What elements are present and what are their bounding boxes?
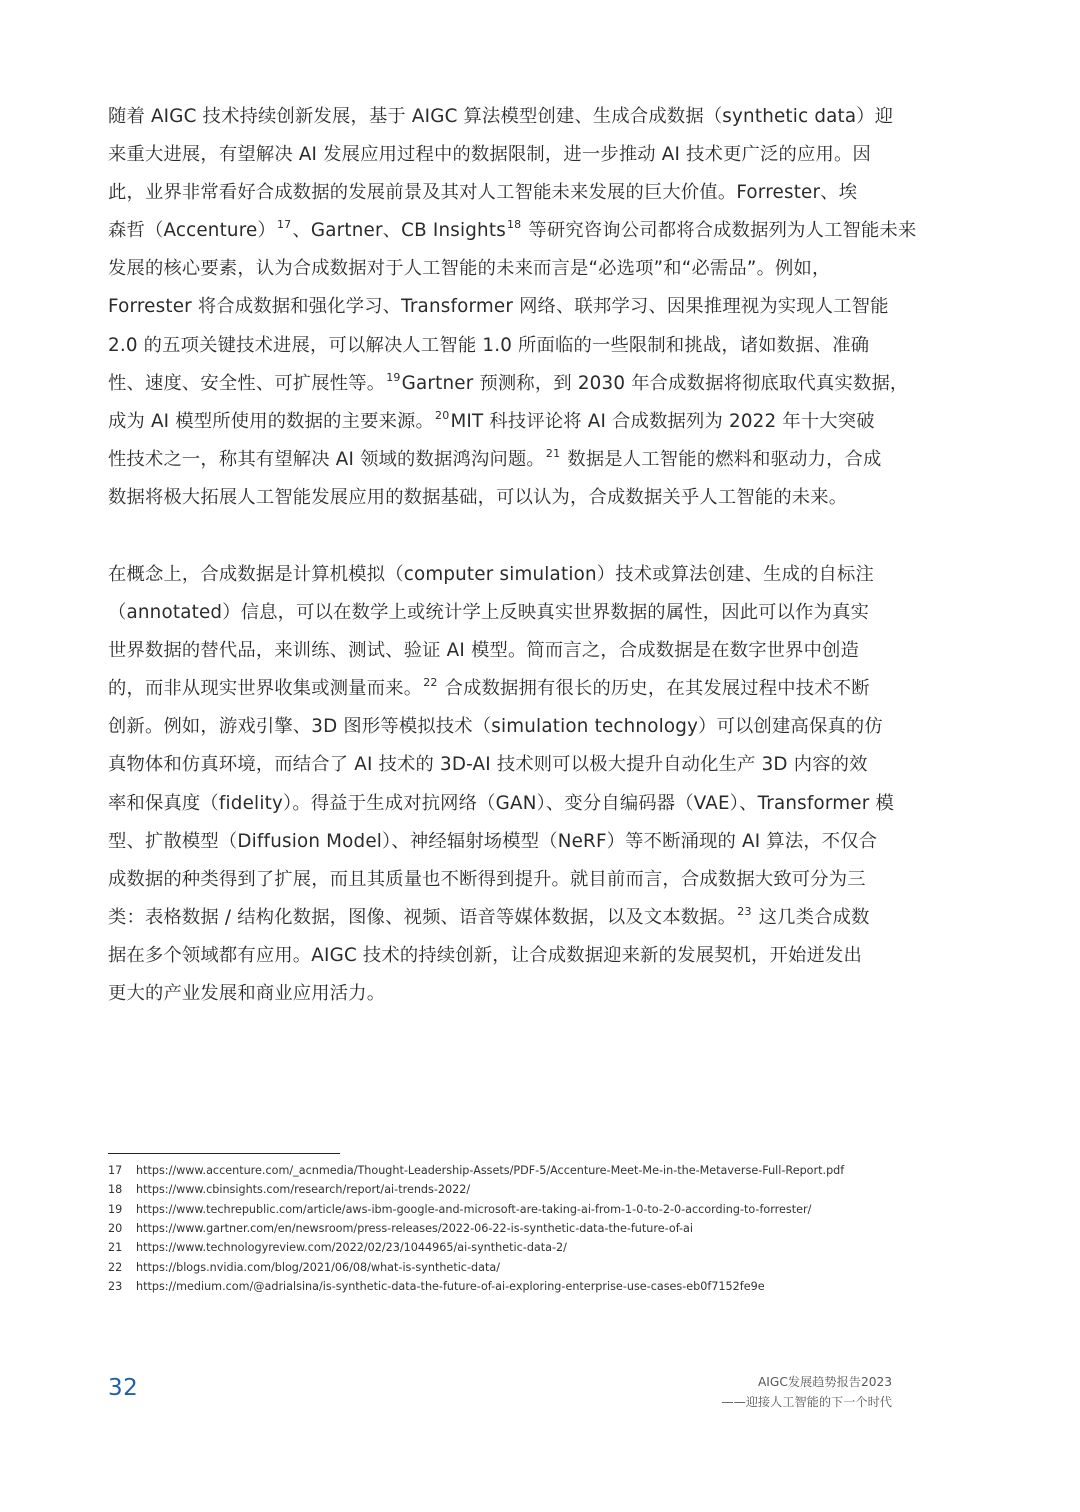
text-line <box>108 670 893 708</box>
text-segment: 类：表格数据 / 结构化数据，图像、视频、语音等媒体数据，以及文本数据。 <box>108 906 737 928</box>
text-line <box>108 403 893 441</box>
text-segment: 、Gartner、CB Insights <box>292 220 506 242</box>
footnotes-list <box>108 1161 868 1296</box>
text-segment: 真物体和仿真环境，而结合了 AI 技术的 3D-AI 技术则可以极大提升自动化生产 3D 内容的效 <box>108 754 868 776</box>
text-segment: 世界数据的替代品，来训练、测试、验证 AI 模型。简而言之，合成数据是在数字世界中创造 <box>108 640 860 662</box>
footnote-item <box>108 1200 868 1219</box>
footnote-number: 19 <box>108 1202 123 1216</box>
text-line <box>108 785 893 823</box>
text-line <box>108 365 909 403</box>
footnote-marker: 18 <box>506 218 522 232</box>
text-segment: 此，业界非常看好合成数据的发展前景及其对人工智能未来发展的巨大价值。Forrester、埃 <box>108 182 858 204</box>
footnote-number: 17 <box>108 1164 123 1178</box>
text-segment: 数据将极大拓展人工智能发展应用的数据基础，可以认为，合成数据关乎人工智能的未来。 <box>108 486 848 508</box>
text-line <box>108 327 893 365</box>
running-footer <box>721 1372 892 1412</box>
footnote-link[interactable]: https://www.techrepublic.com/article/aws-ibm-google-and-microsoft-are-taking-ai-from-1-0-to-2-0-according-to-forrester/ <box>136 1202 812 1216</box>
footnote-link[interactable]: https://medium.com/@adrialsina/is-synthetic-data-the-future-of-ai-exploring-enterprise-use-cases-eb0f7152fe9e <box>136 1279 765 1293</box>
text-segment: 据在多个领域都有应用。AIGC 技术的持续创新，让合成数据迎来新的发展契机，开始迸发出 <box>108 944 862 966</box>
footnote-marker: 21 <box>545 446 561 460</box>
footnote-item <box>108 1277 868 1296</box>
text-segment: 来重大进展，有望解决 AI 发展应用过程中的数据限制，进一步推动 AI 技术更广泛的应用。因 <box>108 144 871 166</box>
footnote-number: 21 <box>108 1241 123 1255</box>
text-line <box>108 174 893 212</box>
text-line <box>108 708 893 746</box>
footnote-item <box>108 1219 868 1238</box>
text-segment: 型、扩散模型（Diffusion Model）、神经辐射场模型（NeRF）等不断涌现的 AI 算法，不仅合 <box>108 830 878 852</box>
text-segment: 成为 AI 模型所使用的数据的主要来源。 <box>108 410 435 432</box>
footnote-marker: 23 <box>737 904 752 918</box>
text-segment: 合成数据拥有很长的历史，在其发展过程中技术不断 <box>438 678 870 700</box>
text-segment: 成数据的种类得到了扩展，而且其质量也不断得到提升。就目前而言，合成数据大致可分为三 <box>108 868 866 890</box>
text-segment: 性技术之一，称其有望解决 AI 领域的数据鸿沟问题。 <box>108 448 545 470</box>
text-segment: （annotated）信息，可以在数学上或统计学上反映真实世界数据的属性，因此可以作为真实 <box>108 602 870 624</box>
text-segment: 发展的核心要素，认为合成数据对于人工智能的未来而言是“必选项”和“必需品”。例如， <box>108 258 831 280</box>
report-subtitle: ——迎接人工智能的下一个时代 <box>721 1395 892 1409</box>
text-segment: 数据是人工智能的燃料和驱动力，合成 <box>561 448 882 470</box>
footnote-number: 20 <box>108 1222 123 1236</box>
text-segment: Gartner 预测称，到 2030 年合成数据将彻底取代真实数据， <box>401 372 909 394</box>
footnote-marker: 17 <box>276 218 292 232</box>
text-line <box>108 136 893 174</box>
text-segment: 性、速度、安全性、可扩展性等。 <box>108 372 386 394</box>
text-line <box>108 746 893 784</box>
text-line <box>108 937 893 975</box>
footnote-number: 22 <box>108 1260 123 1274</box>
text-line <box>108 441 893 479</box>
footnote-item <box>108 1257 868 1276</box>
text-segment: MIT 科技评论将 AI 合成数据列为 2022 年十大突破 <box>450 410 875 432</box>
text-line <box>108 632 893 670</box>
footnote-link[interactable]: https://www.accenture.com/_acnmedia/Thought-Leadership-Assets/PDF-5/Accenture-Meet-Me-in-the-Metaverse-Full-Report.pdf <box>136 1164 845 1178</box>
footnote-link[interactable]: https://www.cbinsights.com/research/report/ai-trends-2022/ <box>136 1183 471 1197</box>
text-line <box>108 98 893 136</box>
body-paragraph-1 <box>108 98 917 517</box>
footnote-link[interactable]: https://www.gartner.com/en/newsroom/press-releases/2022-06-22-is-synthetic-data-the-future-of-ai <box>136 1222 694 1236</box>
footnote-link[interactable]: https://www.technologyreview.com/2022/02/23/1044965/ai-synthetic-data-2/ <box>136 1241 567 1255</box>
text-segment: 随着 AIGC 技术持续创新发展，基于 AIGC 算法模型创建、生成合成数据（synthetic data）迎 <box>108 106 894 127</box>
footnote-item <box>108 1238 868 1257</box>
text-segment: 这几类合成数 <box>752 906 870 928</box>
text-line <box>108 861 893 899</box>
text-segment: 更大的产业发展和商业应用活力。 <box>108 983 386 1005</box>
text-segment: 率和保真度（fidelity）。得益于生成对抗网络（GAN）、变分自编码器（VAE）、Transformer 模 <box>108 792 894 814</box>
text-segment: Forrester 将合成数据和强化学习、Transformer 网络、联邦学习、因果推理视为实现人工智能 <box>108 296 889 318</box>
footnote-item <box>108 1161 868 1180</box>
text-line <box>108 975 893 1013</box>
text-segment: 森哲（Accenture） <box>108 220 276 242</box>
text-segment: 等研究咨询公司都将合成数据列为人工智能未来 <box>522 220 917 242</box>
text-segment: 的，而非从现实世界收集或测量而来。 <box>108 678 423 700</box>
text-line <box>108 212 917 250</box>
text-line <box>108 823 893 861</box>
text-line <box>108 288 893 326</box>
body-paragraph-2 <box>108 556 893 1013</box>
footnote-number: 18 <box>108 1183 123 1197</box>
text-line <box>108 899 893 937</box>
text-segment: 创新。例如，游戏引擎、3D 图形等模拟技术（simulation technology）可以创建高保真的仿 <box>108 716 883 738</box>
text-segment: 2.0 的五项关键技术进展，可以解决人工智能 1.0 所面临的一些限制和挑战，诸如数据、准确 <box>108 334 870 356</box>
footnote-divider <box>108 1153 340 1154</box>
footnote-link[interactable]: https://blogs.nvidia.com/blog/2021/06/08/what-is-synthetic-data/ <box>136 1260 500 1274</box>
report-title: AIGC发展趋势报告2023 <box>757 1375 892 1389</box>
text-line <box>108 594 893 632</box>
footnote-marker: 22 <box>423 676 438 690</box>
footnote-marker: 20 <box>435 408 450 422</box>
footnote-item <box>108 1180 868 1199</box>
page-number: 32 <box>108 1375 139 1401</box>
text-segment: 在概念上，合成数据是计算机模拟（computer simulation）技术或算法创建、生成的自标注 <box>108 564 874 585</box>
footnote-number: 23 <box>108 1279 123 1293</box>
text-line <box>108 556 893 594</box>
text-line <box>108 250 893 288</box>
text-line <box>108 479 893 517</box>
footnote-marker: 19 <box>386 370 401 384</box>
